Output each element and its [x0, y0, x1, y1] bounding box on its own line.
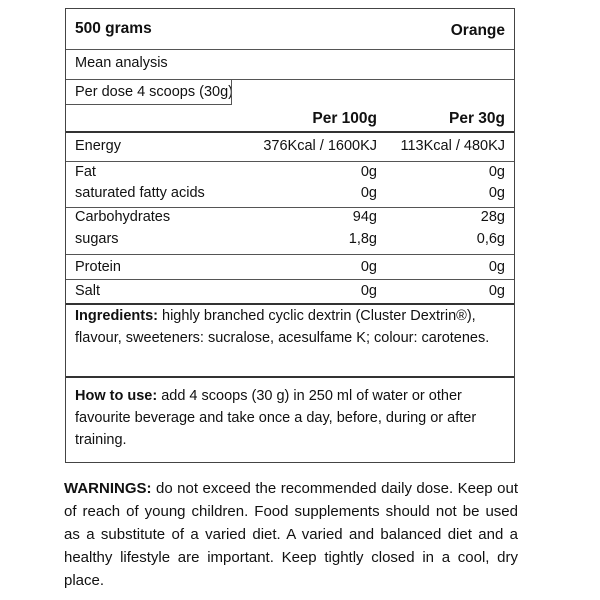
row-per100-protein: 0g — [360, 259, 377, 275]
divider — [66, 279, 514, 280]
row-per30-salt: 0g — [488, 283, 505, 299]
row-per100-saturated: 0g — [360, 185, 377, 201]
warnings-label: WARNINGS: — [64, 480, 152, 497]
row-per30-energy: 113Kcal / 480KJ — [400, 138, 505, 154]
row-name-protein: Protein — [75, 259, 121, 275]
row-name-energy: Energy — [75, 138, 121, 154]
how-to-use-label: How to use: — [75, 388, 158, 404]
how-to-use-text: add 4 scoops (30 g) in 250 ml of water or other favourite beverage and take once a day, before, during or after training. — [75, 388, 477, 448]
per-dose-label: Per dose 4 scoops (30g) — [75, 84, 233, 100]
product-weight: 500 grams — [75, 20, 152, 37]
nutrition-label — [65, 8, 515, 463]
row-per100-energy: 376Kcal / 1600KJ — [263, 138, 377, 154]
row-per100-sugars: 1,8g — [348, 231, 377, 247]
divider — [66, 161, 514, 162]
per-dose-cell — [66, 79, 232, 104]
warnings-text: do not exceed the recommended daily dose. Keep out of reach of young children. Food supplements should not be used as a substitute of a varied diet. A varied and balanced diet and a healthy lifestyle are important. Keep tightly closed in a cool, dry place. — [64, 480, 518, 589]
row-name-salt: Salt — [75, 283, 100, 299]
divider — [66, 104, 232, 105]
row-per30-fat: 0g — [488, 164, 505, 180]
row-name-saturated: saturated fatty acids — [75, 185, 205, 201]
how-to-use-block — [75, 385, 507, 451]
ingredients-label: Ingredients: — [75, 308, 158, 324]
row-per100-salt: 0g — [360, 283, 377, 299]
divider — [66, 131, 514, 133]
column-per-30g: Per 30g — [448, 110, 505, 127]
row-per30-sugars: 0,6g — [476, 231, 505, 247]
ingredients-text: highly branched cyclic dextrin (Cluster Dextrin®), flavour, sweeteners: sucralose, acesulfame K; colour: carotenes. — [75, 308, 490, 346]
row-name-sugars: sugars — [75, 231, 119, 247]
row-per100-carbohydrates: 94g — [352, 209, 377, 225]
row-per30-carbohydrates: 28g — [480, 209, 505, 225]
row-name-carbohydrates: Carbohydrates — [75, 209, 171, 225]
warnings-block — [64, 477, 518, 592]
mean-analysis-label: Mean analysis — [75, 55, 168, 71]
row-per30-saturated: 0g — [488, 185, 505, 201]
divider — [66, 49, 514, 50]
column-per-100g: Per 100g — [312, 110, 377, 127]
row-per100-fat: 0g — [360, 164, 377, 180]
product-flavour: Orange — [450, 22, 505, 39]
divider — [66, 376, 514, 378]
divider — [66, 254, 514, 255]
row-per30-protein: 0g — [488, 259, 505, 275]
row-name-fat: Fat — [75, 164, 96, 180]
ingredients-block — [75, 305, 495, 349]
